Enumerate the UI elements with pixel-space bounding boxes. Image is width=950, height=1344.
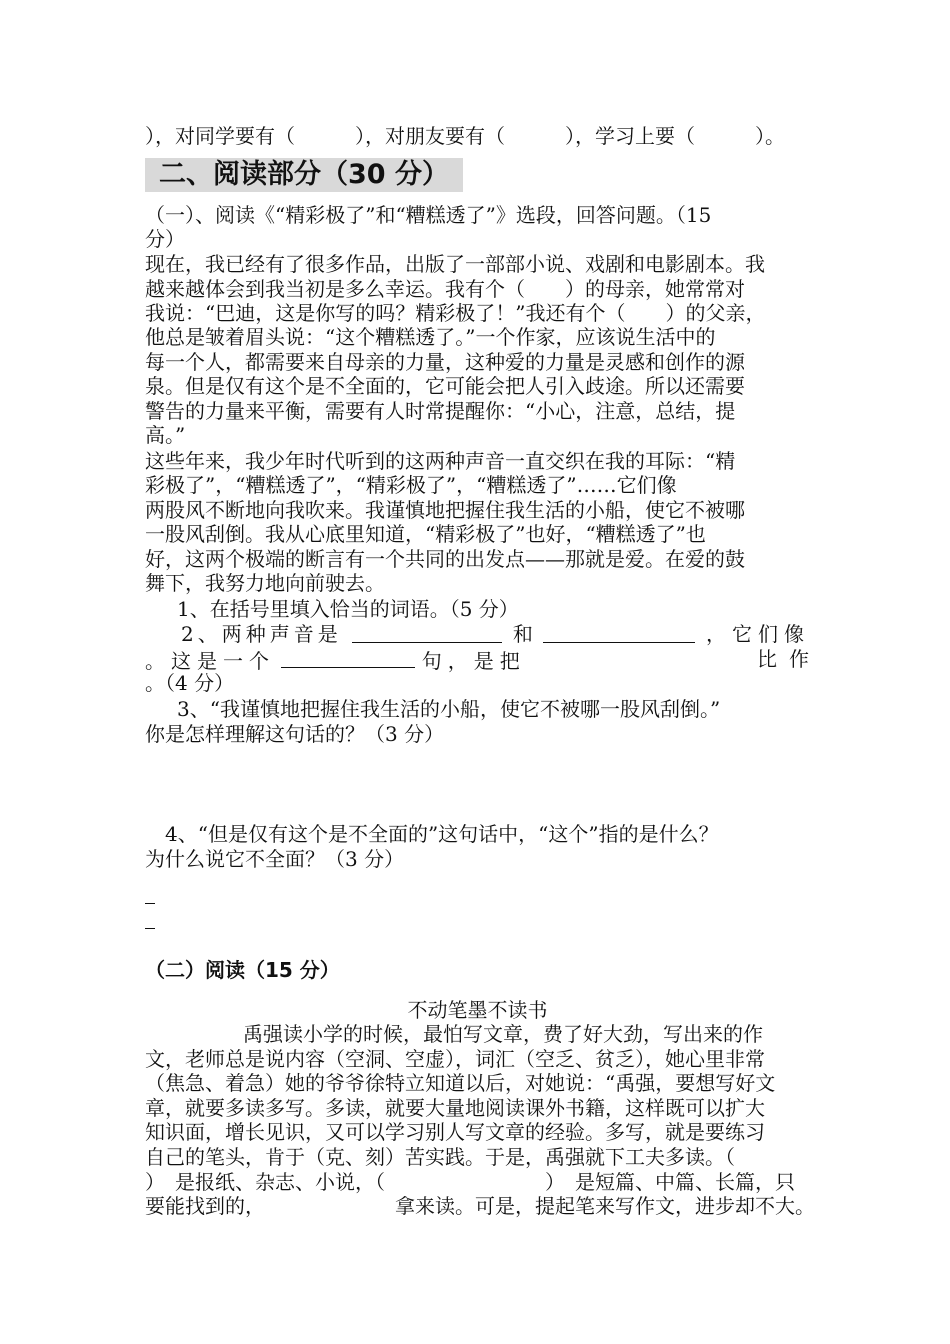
answer-blank[interactable] (543, 622, 695, 643)
question-1: 1、在括号里填入恰当的词语。（5 分） (177, 597, 519, 621)
section-2-heading: 二、阅读部分（30 分） (145, 158, 463, 192)
story-title: 不动笔墨不读书 (407, 998, 548, 1022)
question-2-text-d: 。这是一个 (145, 649, 275, 673)
question-2-text-a: 2、两种声音是 (181, 622, 342, 646)
question-2-text-g: 。（4 分） (145, 671, 235, 695)
question-2-text-b: 和 (512, 622, 533, 646)
answer-line-mark (145, 903, 155, 904)
answer-blank[interactable] (281, 647, 415, 668)
question-2-text-e: 句，是把 (421, 649, 526, 673)
reading-1-instruction-cont: 分） (145, 227, 185, 251)
previous-question-tail: ），对同学要有（ ），对朋友要有（ ），学习上要（ ）。 (145, 124, 785, 148)
answer-line-mark (145, 928, 155, 929)
answer-blank[interactable] (352, 622, 502, 643)
reading-1-instruction: （一）、阅读《“精彩极了”和“糟糕透了”》选段，回答问题。（15 (145, 203, 712, 227)
reading-2-heading: （二）阅读（15 分） (145, 958, 340, 982)
question-2-text-c: ，它们像 (705, 622, 810, 646)
question-2-text-f: 比作 (757, 647, 821, 671)
